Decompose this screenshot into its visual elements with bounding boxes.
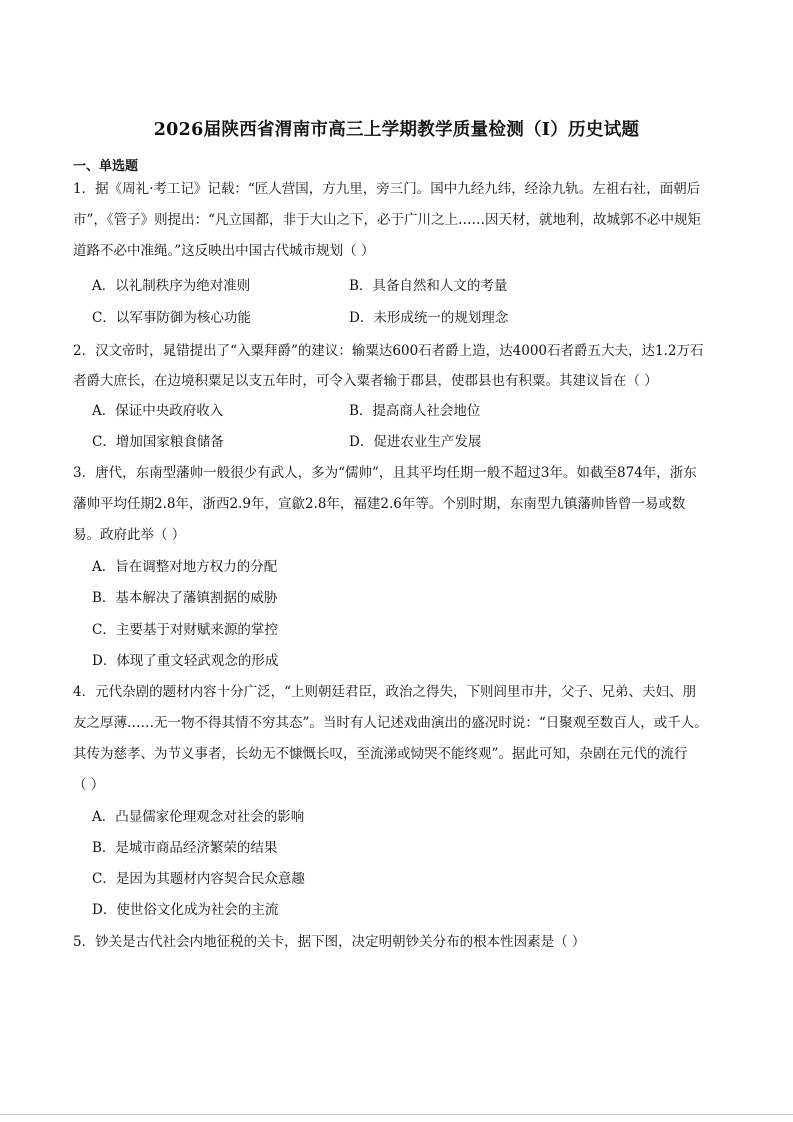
question-2-option-d: D．促进农业生产发展 — [349, 434, 482, 450]
section-heading: 一、单选题 — [73, 159, 139, 174]
question-2-line-2: 者爵大庶长，在边境积粟足以支五年时，可令入粟者输于郡县，使郡县也有积粟。其建议旨在（ ） — [73, 373, 658, 389]
question-3-option-c: C．主要基于对财赋来源的掌控 — [92, 622, 278, 638]
question-2-option-a: A．保证中央政府收入 — [92, 403, 224, 419]
question-4-option-a: A．凸显儒家伦理观念对社会的影响 — [92, 809, 305, 825]
question-2-option-b: B．提高商人社会地位 — [349, 403, 481, 419]
question-1-line-2: 市”，《管子》则提出：“凡立国都，非于大山之下，必于广川之上……因天材，就地利，故城郭不必中规矩 — [73, 212, 702, 228]
question-3-option-a: A．旨在调整对地方权力的分配 — [92, 559, 278, 575]
question-1-option-d: D．未形成统一的规划理念 — [349, 310, 509, 326]
question-3-line-3: 易。政府此举（ ） — [73, 527, 186, 543]
question-3-line-2: 藩帅平均任期2.8年，浙西2.9年，宣歙2.8年，福建2.6年等。个别时期，东南型九镇藩帅皆曾一易或数 — [73, 496, 686, 512]
page-bottom-divider — [0, 1114, 793, 1115]
question-4-line-4: （ ） — [73, 777, 105, 793]
question-3-line-1: 3．唐代，东南型藩帅一般很少有武人，多为“儒帅”，且其平均任期一般不超过3年。如截至874年，浙东 — [73, 465, 697, 481]
question-4-option-c: C．是因为其题材内容契合民众意趣 — [92, 871, 305, 887]
question-1-option-b: B．具备自然和人文的考量 — [349, 278, 508, 294]
question-4-line-2: 友之厚薄……无一物不得其情不穷其态”。当时有人记述戏曲演出的盛况时说：“日聚观至数百人，或千人。 — [73, 715, 708, 731]
question-1-option-c: C．以军事防御为核心功能 — [92, 310, 251, 326]
question-2-option-c: C．增加国家粮食储备 — [92, 434, 224, 450]
question-5-line-1: 5．钞关是古代社会内地征税的关卡，据下图，决定明朝钞关分布的根本性因素是（ ） — [73, 934, 586, 950]
question-4-option-b: B．是城市商品经济繁荣的结果 — [92, 840, 278, 856]
document-title: 2026届陕西省渭南市高三上学期教学质量检测（Ⅰ）历史试题 — [153, 120, 640, 140]
question-4-line-1: 4．元代杂剧的题材内容十分广泛，“上则朝廷君臣，政治之得失，下则闾里市井，父子、兄弟、夫妇、朋 — [73, 684, 696, 700]
question-1-option-a: A．以礼制秩序为绝对准则 — [92, 278, 251, 294]
question-4-option-d: D．使世俗文化成为社会的主流 — [92, 902, 279, 918]
question-4-line-3: 其传为慈孝、为节义事者，长幼无不慷慨长叹，至流涕或恸哭不能终观”。据此可知，杂剧在元代的流行 — [73, 746, 688, 762]
question-3-option-b: B．基本解决了藩镇割据的威胁 — [92, 590, 278, 606]
question-1-line-1: 1．据《周礼·考工记》记载：“匠人营国，方九里，旁三门。国中九经九纬，经涂九轨。左祖右社，面朝后 — [73, 181, 701, 197]
question-3-option-d: D．体现了重文轻武观念的形成 — [92, 653, 279, 669]
question-1-line-3: 道路不必中准绳。”这反映出中国古代城市规划（ ） — [73, 243, 375, 259]
question-2-line-1: 2．汉文帝时，晁错提出了“入粟拜爵”的建议：输粟达600石者爵上造，达4000石者爵五大夫，达1.2万石 — [73, 343, 704, 359]
